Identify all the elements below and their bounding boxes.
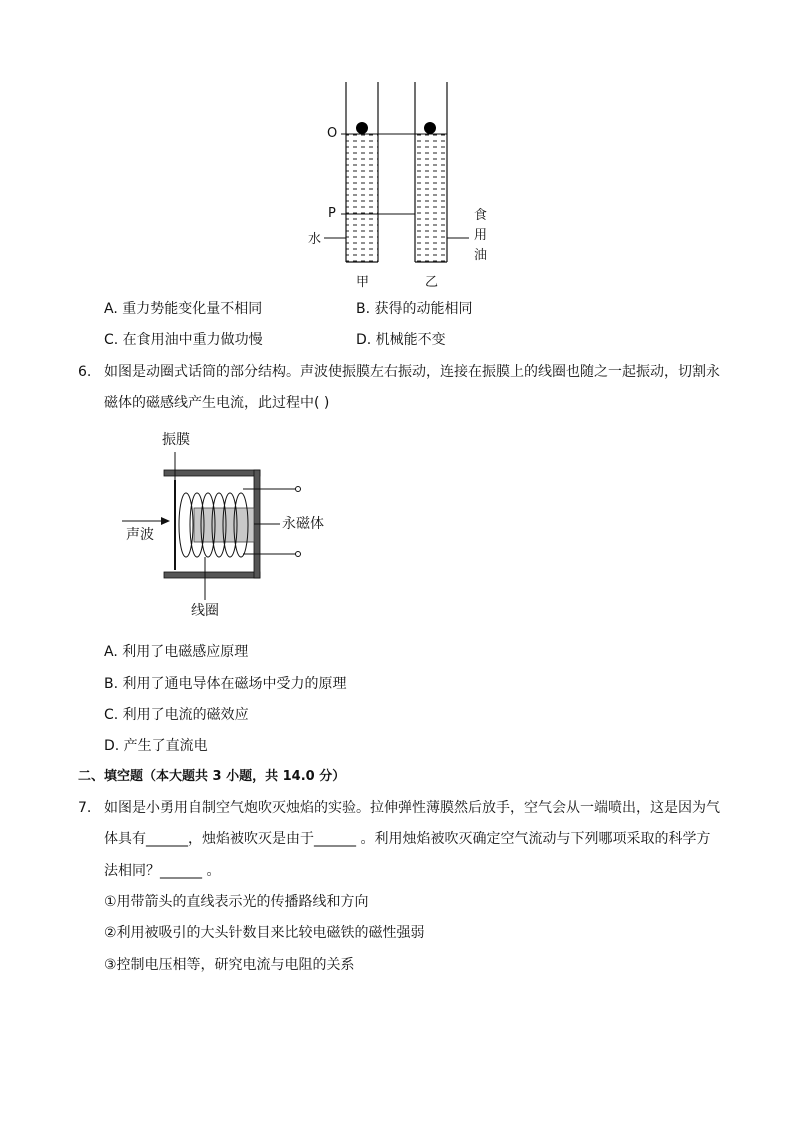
label-sound: 声波 bbox=[126, 527, 154, 543]
terminal-bottom bbox=[296, 552, 301, 557]
label-membrane: 振膜 bbox=[162, 432, 190, 448]
permanent-magnet bbox=[194, 508, 254, 542]
q5-option-b: B. 获得的动能相同 bbox=[356, 301, 473, 317]
q5-option-c: C. 在食用油中重力做功慢 bbox=[104, 332, 263, 348]
q6-number: 6. bbox=[78, 364, 92, 380]
label-water: 水 bbox=[308, 232, 322, 247]
label-coil: 线圈 bbox=[191, 603, 219, 619]
q6-option-d: D. 产生了直流电 bbox=[104, 738, 208, 754]
label-oil-3: 油 bbox=[474, 248, 488, 263]
label-magnet: 永磁体 bbox=[282, 516, 324, 532]
q5-option-d: D. 机械能不变 bbox=[356, 332, 446, 348]
label-oil-1: 食 bbox=[474, 208, 488, 223]
q5-option-a: A. 重力势能变化量不相同 bbox=[104, 301, 263, 317]
terminal-top bbox=[296, 487, 301, 492]
q6-option-a: A. 利用了电磁感应原理 bbox=[104, 644, 249, 660]
q7-number: 7. bbox=[78, 800, 92, 816]
sound-arrow-head bbox=[161, 517, 170, 525]
label-yi: 乙 bbox=[425, 275, 439, 290]
q6-option-c: C. 利用了电流的磁效应 bbox=[104, 707, 249, 723]
q7-stem-line2: 体具有______，烛焰被吹灭是由于______ 。利用烛焰被吹灭确定空气流动与下列哪项采取的科学方 bbox=[104, 831, 711, 847]
q6-stem-line1: 如图是动圈式话筒的部分结构。声波使振膜左右振动，连接在振膜上的线圈也随之一起振动，切割永 bbox=[104, 364, 720, 380]
q7-item-2: ②利用被吸引的大头针数目来比较电磁铁的磁性强弱 bbox=[104, 925, 425, 941]
q7-stem-line1: 如图是小勇用自制空气炮吹灭烛焰的实验。拉伸弹性薄膜然后放手，空气会从一端喷出，这是因为气 bbox=[104, 800, 720, 816]
label-o: O bbox=[327, 126, 338, 141]
label-oil-2: 用 bbox=[474, 228, 488, 243]
q7-stem-line3: 法相同？______ 。 bbox=[104, 863, 221, 879]
label-jia: 甲 bbox=[356, 275, 370, 290]
label-p: P bbox=[328, 206, 336, 221]
q6-stem-line2: 磁体的磁感线产生电流，此过程中( ) bbox=[104, 395, 330, 411]
q6-option-b: B. 利用了通电导体在磁场中受力的原理 bbox=[104, 676, 347, 692]
q7-item-3: ③控制电压相等，研究电流与电阻的关系 bbox=[104, 957, 355, 973]
q7-item-1: ①用带箭头的直线表示光的传播路线和方向 bbox=[104, 894, 369, 910]
section-heading: 二、填空题（本大题共 3 小题，共 14.0 分） bbox=[78, 769, 346, 784]
